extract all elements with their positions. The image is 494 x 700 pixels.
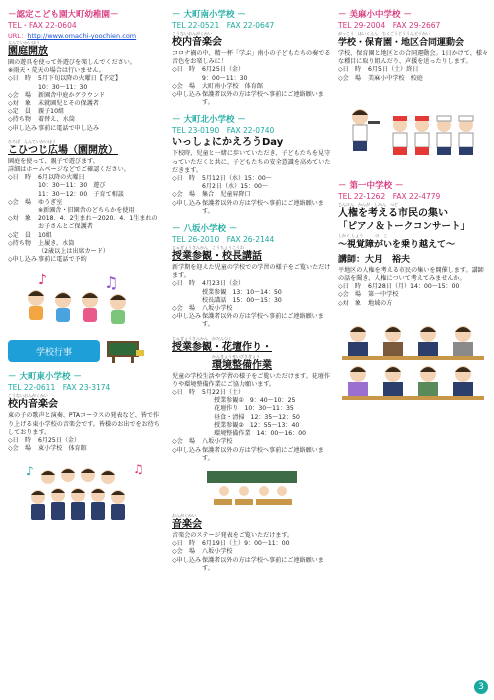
children-music-illustration xyxy=(8,270,163,334)
event-details xyxy=(338,66,488,82)
detail-row: ◇申し込み 保護者以外の方は学校へ事前にご連絡願います。 xyxy=(172,313,324,329)
detail-row: ◇対 象 地域の方 xyxy=(338,299,393,307)
detail-row: ◇日 時 4月23日（金） 授業参観 13：10～14：50 校長講話 15：00～15：30 xyxy=(172,280,282,304)
event-title: 人権を考える市民の集い xyxy=(338,207,448,219)
event-details xyxy=(172,389,332,463)
title-ruby: こうないおんがくかい xyxy=(172,31,212,36)
section-yasaka-flowerbed xyxy=(172,336,332,463)
svg-text:♪: ♪ xyxy=(26,464,34,479)
detail-row: ◇申し込み 保護者以外の方は学校へ事前にご連絡願います。 xyxy=(172,446,324,462)
title-ruby-2: かんきょうせいびさぎょう xyxy=(212,353,260,359)
detail-row: ◇会 場 第一中学校 xyxy=(338,291,399,299)
event-title: 授業参観・花壇作り・ xyxy=(172,341,272,353)
event-title: 校内音楽会 xyxy=(172,37,222,48)
event-subtitle-2: ～視覚障がいを乗り越えて～ xyxy=(338,239,456,250)
detail-row: ◇日 時 5月22日（土） xyxy=(172,389,245,397)
title-ruby: おんがくかい xyxy=(172,512,196,518)
detail-row: ◇日 時 5月12日（水）15：00～ 6月2日（水）15：00～ xyxy=(172,175,272,191)
section-daiichi-junior xyxy=(338,179,488,308)
event-body: 音楽会のステージ発表をご覧いただけます。 xyxy=(172,531,294,539)
event-title: 授業参観・校長講話 xyxy=(172,251,262,263)
section-heading: － 大町北小学校 － xyxy=(172,115,246,126)
detail-row: ◇持ち物 上履き、水筒 （2歳以上は出席カード） xyxy=(8,239,109,256)
title-ruby: えんていかいほう xyxy=(8,40,40,45)
detail-row: ◇定 員 親子10組 xyxy=(8,108,65,116)
event-title: いっしょにかえろうDay xyxy=(172,137,284,149)
event-title: こひつじ広場（園開放） xyxy=(8,144,118,156)
svg-text:♫: ♫ xyxy=(133,462,144,477)
event-details xyxy=(172,175,332,216)
tel-fax: TEL 22-0611 FAX 23-3174 xyxy=(8,383,111,393)
detail-row: ◇申し込み 保護者以外の方は学校へ事前にご連絡願います。 xyxy=(172,199,324,215)
detail-row: ◇申し込み 保護者以外の方は学校へ事前にご連絡願います。 xyxy=(172,556,324,572)
detail-row: ◇申し込み 保護者以外の方は学校へ事前にご連絡願います。 xyxy=(172,91,324,107)
title-ruby: じゅぎょうさんかん こうちょうこうわ xyxy=(172,245,244,251)
section-omachi-higashi xyxy=(8,370,163,453)
audience-illustration xyxy=(338,318,488,410)
detail-row: ◇対 象 2018．4．2生まれ～2020．4．1生まれのお子さんとご保護者 xyxy=(8,215,158,231)
detail-row: ◇会 場 大町南小学校 体育館 xyxy=(172,82,263,90)
column-right xyxy=(338,8,488,410)
schedule-list xyxy=(172,397,332,438)
section-omachi-kindergarten xyxy=(8,8,163,133)
schedule-item: 環境整備作業 14：00～16：00 xyxy=(214,430,306,438)
classroom-illustration xyxy=(202,469,332,509)
event-details xyxy=(8,75,163,132)
subtitle-ruby: しかく しょう の こ xyxy=(338,232,388,238)
detail-row: ◇会 場 八坂小学校 xyxy=(172,438,233,446)
event-body: 園庭を使って、親子で遊びます。 詳細はホームページなどでご確認ください。 xyxy=(8,157,130,174)
event-details xyxy=(8,174,163,264)
choir-illustration xyxy=(8,459,163,525)
kindergarten-link[interactable]: http://www.omachi-yoochien.com xyxy=(27,32,137,40)
tel-fax: TEL 26-2010 FAX 26-2144 xyxy=(172,235,275,245)
event-body: 東の子の歌声と演奏、PTAコーラスの発表など、皆で作り上げる東小学校の音楽会です。皆様のお出でをお待ちしております。 xyxy=(8,412,160,436)
section-yasaka xyxy=(172,222,332,330)
tel-fax: TEL・FAX 22-0604 xyxy=(8,21,77,30)
detail-row: ◇会 場 美麻小中学校 校庭 xyxy=(338,74,423,82)
detail-row: ◇会 場 ゆうぎ室 ※新園舎・旧園舎のどちらかを使用 xyxy=(8,198,135,215)
section-heading: － 大町東小学校 － xyxy=(8,372,82,383)
page-number: 3 xyxy=(474,680,488,694)
column-left xyxy=(8,8,163,525)
event-title-2: 環境整備作業 xyxy=(212,359,272,371)
event-subtitle: 「ピアノ＆トークコンサート」 xyxy=(338,220,471,232)
section-heading: － 八坂小学校 － xyxy=(172,224,238,235)
section-heading: －認定こども園大町幼稚園－ xyxy=(8,10,119,20)
detail-row: ◇日 時 5月下旬以降の火曜日【予定】 10：30～11：30 xyxy=(8,75,122,91)
section-heading: － 美麻小中学校 － xyxy=(338,10,412,20)
tel-fax: TEL 22-1262 FAX 22-4779 xyxy=(338,191,441,201)
event-details xyxy=(172,540,332,573)
detail-row: ◇会 場 東小学校 体育館 xyxy=(8,445,87,453)
svg-text:♪: ♪ xyxy=(38,272,47,289)
detail-row: ◇申し込み 事前に電話で申し込み xyxy=(8,124,99,132)
event-body: 園の遊具を使って外遊びを楽しんでください。 ※雨天・荒天の場合は行いません。 xyxy=(8,59,136,75)
detail-row: ◇会 場 八坂小学校 xyxy=(172,305,233,313)
section-miasa xyxy=(338,8,488,83)
school-desk-icon xyxy=(106,338,146,364)
section-omachi-minami xyxy=(172,8,332,107)
detail-row: ◇持ち物 着替え、水筒 xyxy=(8,116,75,124)
schedule-item: 昼食・清掃 12：35～12：50 xyxy=(214,413,300,421)
event-body: 児童の学校生活や学習の様子をご覧いただけます。花壇作りや環境整備作業にご協力願います。 xyxy=(172,372,330,388)
event-title: 園庭開放 xyxy=(8,46,48,57)
detail-row: ◇日 時 6月28日（月）14：00～15：00 xyxy=(338,283,460,291)
detail-row: ◇日 時 6月以降の火曜日 10：30～11：30 遊び 11：30～12：00 子育て相談 xyxy=(8,174,124,198)
event-details xyxy=(8,437,163,453)
event-details xyxy=(338,283,488,308)
schedule-item: 授業参観① 9：40～10：25 xyxy=(214,397,296,405)
title-ruby: じゅぎょうさんかん かだんづく xyxy=(172,335,232,341)
detail-row: ◇日 時 6月25日（金） xyxy=(8,437,81,445)
tel-fax: TEL 29-2004 FAX 29-2667 xyxy=(338,21,441,30)
url-line xyxy=(8,31,163,40)
schedule-item: 花壇作り 10：30～11：35 xyxy=(214,405,294,413)
event-title: 校内音楽会 xyxy=(8,399,58,411)
event-body: 下校時、児童と一緒に歩いていただき、子どもたちを見守っていただくと共に、子どもたちの安全意識を高めていただきます。 xyxy=(172,150,331,174)
title-ruby: こうないおんがくかい xyxy=(8,393,48,399)
section-heading: － 第一中学校 － xyxy=(338,180,404,191)
section-omachi-kita xyxy=(172,113,332,216)
detail-row: ◇対 象 未就園児とその保護者 xyxy=(8,100,99,108)
section-yasaka-music xyxy=(172,513,332,573)
event-details xyxy=(172,66,332,107)
detail-row: ◇申し込み 事前に電話で予約 xyxy=(8,256,87,264)
event-body: 学校、保育園と地区との合同運動会。1日かけて、様々な種目に取り組んだり、声援を送ったりします。 xyxy=(338,50,489,66)
event-body: 平地区の人権を考える市民の集いを開催します。講師の話を聞き、人権について考えてみませんか。 xyxy=(338,266,484,283)
title-ruby: じんけん かんが しみん つど xyxy=(338,201,398,207)
sports-day-illustration xyxy=(338,93,488,167)
detail-row: ◇日 時 6月5日（土）終日 xyxy=(338,66,419,74)
title-ruby: ひろば えんていかいほう xyxy=(8,138,56,144)
tel-fax: TEL 23-0190 FAX 22-0740 xyxy=(172,126,275,136)
event-details xyxy=(172,280,332,329)
event-body: コロナ禍の中、精一杯「学ぶ」南小の子どもたちの奏でる音色をお楽しみに！ xyxy=(172,50,331,66)
detail-row: ◇日 時 6月25日（金） 9：00～11：30 xyxy=(172,66,248,82)
detail-row: ◇日 時 6月19日（土）9：00～11：00 xyxy=(172,540,290,548)
detail-row: ◇会 場 八坂小学校 xyxy=(172,548,233,556)
detail-row: ◇会 場 集合 児童昇降口 xyxy=(172,191,251,199)
url-label: URL： xyxy=(8,32,28,40)
column-middle xyxy=(172,8,332,579)
title-ruby: がっこう ほいくえん ちくごうどううんどうかい xyxy=(338,31,430,36)
event-body: 新学期を迎えた児童の学校での学習の様子をご覧いただけます。 xyxy=(172,264,331,280)
event-title: 学校・保育園・地区合同運動会 xyxy=(338,38,465,48)
schedule-item: 授業参観② 12：55～13：40 xyxy=(214,421,300,429)
detail-row: ◇会 場 新園舎中庭かグラウンド xyxy=(8,91,106,99)
svg-text:♫: ♫ xyxy=(104,273,119,293)
lecturer: 講師：大月 裕夫 xyxy=(338,254,411,265)
detail-row: ◇定 員 10組 xyxy=(8,231,52,239)
school-events-badge: 学校行事 xyxy=(8,340,100,362)
school-events-banner xyxy=(8,338,163,364)
section-kohitsuji xyxy=(8,139,163,265)
event-title: 音楽会 xyxy=(172,518,202,530)
section-heading: － 大町南小学校 － xyxy=(172,10,246,20)
tel-fax: TEL 22-0521 FAX 22-0647 xyxy=(172,21,275,30)
